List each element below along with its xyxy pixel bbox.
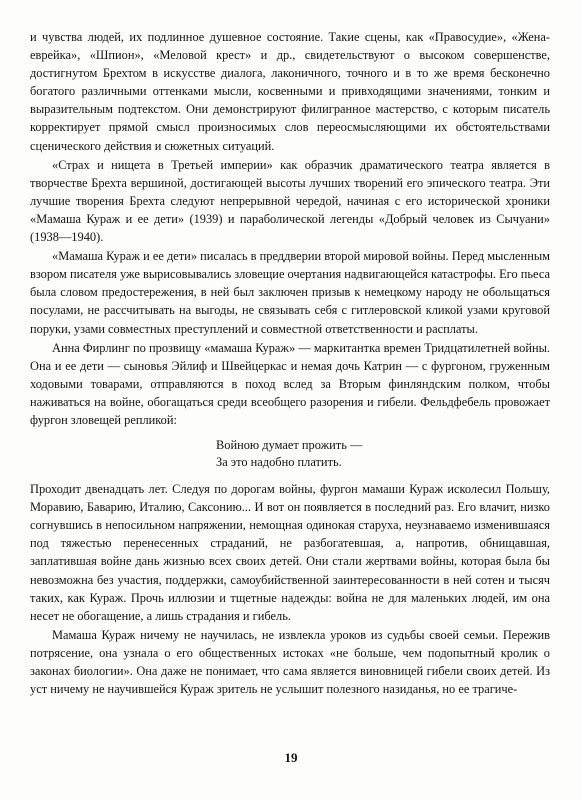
- verse-quote: [30, 437, 550, 471]
- verse-line: За это надобно платить.: [216, 455, 342, 470]
- paragraph: Проходит двенадцать лет. Следуя по дорогам войны, фургон мамаши Кураж исколесил Польшу, Моравию, Баварию, Италию, Саксонию... И вот он появляется в последний раз. Его влачит, низко согнувшись в непосильном напряжении, немощная одинокая старуха, неузнаваемо изменившаяся под тяжестью перенесенных страданий, не разбогатевшая, а, напротив, обнищавшая, заплатившая войне дань жизнью всех своих детей. Они стали жертвами войны, которая была бы невозможна без участия, поддержки, самоубийственной заинтересованности в ней сотен и тысяч таких, как Кураж. Прочь иллюзии и тщетные надежды: война не для маленьких людей, им она несет не обогащение, а лишь страдания и гибель.: [30, 482, 550, 623]
- verse-line: Войною думает прожить —: [216, 438, 363, 453]
- page-number: 19: [284, 750, 298, 765]
- paragraph: Анна Фирлинг по прозвищу «мамаша Кураж» — маркитантка времен Тридцатилетней войны. Она и ее дети — сыновья Эйлиф и Швейцеркас и немая дочь Катрин — с фургоном, груженным ходовыми товарами, отправляются в поход вслед за Вторым финляндским полком, чтобы наживаться на войне, обогащаться среди всеобщего разорения и гибели. Фельдфебель провожает фургон зловещей репликой:: [30, 340, 550, 427]
- paragraph: и чувства людей, их подлинное душевное состояние. Такие сцены, как «Правосудие», «Жена-еврейка», «Шпион», «Меловой крест» и др., свидетельствуют о высоком совершенстве, достигнутом Брехтом в искусстве диалога, лаконичного, точного и в то же время бесконечно богатого различными оттенками мысли, косвенными и привходящими значениями, тонким и выразительным подтекстом. Они демонстрируют филигранное мастерство, с которым писатель корректирует прямой смысл произносимых слов переосмысляющими их обстоятельствами сценического действия и сюжетных ситуаций.: [30, 30, 550, 153]
- paragraph: Мамаша Кураж ничему не научилась, не извлекла уроков из судьбы своей семьи. Пережив потрясение, она узнала о его общественных истоках «не больше, чем подопытный кролик о законах биологии». Она даже не понимает, что сама является виновницей гибели своих детей. Из уст ничему не научившейся Кураж зритель не услышит полезного назиданья, но ее трагиче-: [30, 627, 550, 697]
- paragraph: «Страх и нищета в Третьей империи» как образчик драматического театра является в творчестве Брехта вершиной, достигающей высоты лучших творений его эпического театра. Эти лучшие творения Брехта следуют непрерывной чередой, начиная с его исторической хроники «Мамаша Кураж и ее дети» (1939) и параболической легенды «Добрый человек из Сычуани» (1938—1940).: [30, 157, 550, 245]
- paragraph: «Мамаша Кураж и ее дети» писалась в преддверии второй мировой войны. Перед мысленным взором писателя уже вырисовывались зловещие очертания надвигающейся катастрофы. Его пьеса была словом предостережения, в ней был заключен призыв к немецкому народу не обольщаться посулами, не рассчитывать на выгоды, не связывать себя с гитлеровской кликой узами круговой поруки, узами совместных преступлений и совместной ответственности и расплаты.: [30, 249, 550, 336]
- body-text: [30, 28, 550, 698]
